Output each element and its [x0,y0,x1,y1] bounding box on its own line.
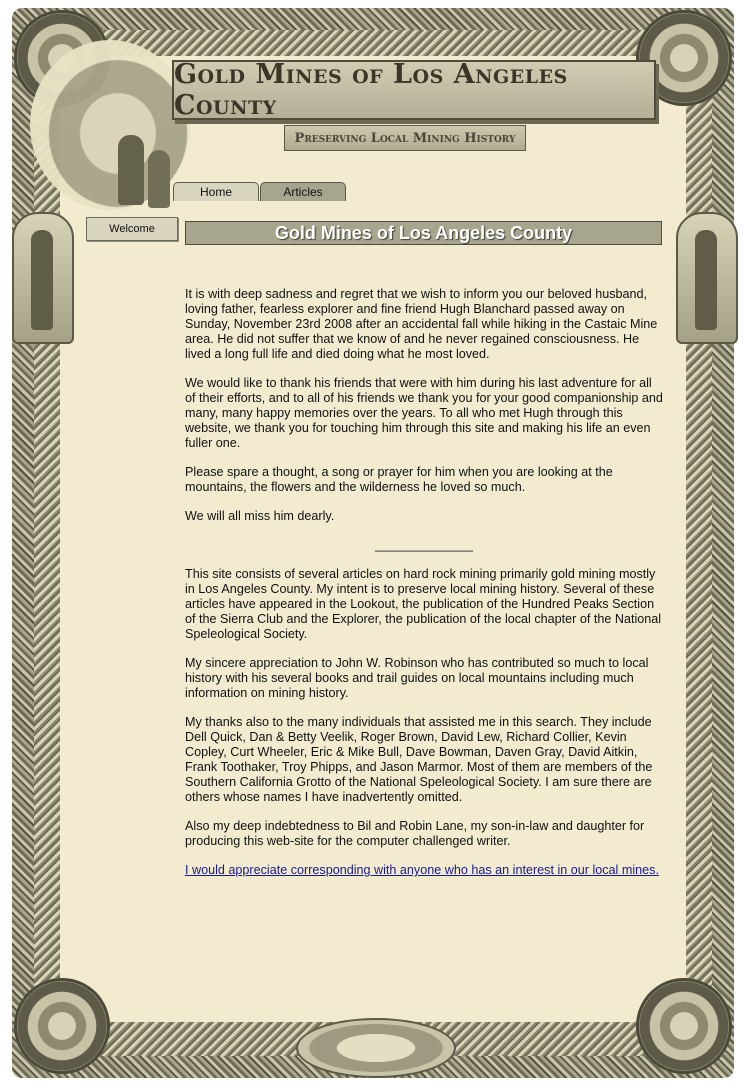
memorial-paragraph: We will all miss him dearly. [185,509,335,523]
intro-paragraph: This site consists of several articles on hard rock mining primarily gold mining mostly in Los Angeles County. My intent is to preserve local mining history. Several of these articles have appeared in the Lookout, the publication of the Hundred Peaks Section of the Sierra Club and the Explorer, the publication of the local chapter of the National Speleological Society. [185,567,662,641]
page-title: Gold Mines of Los Angeles County [274,222,573,243]
memorial-paragraph: Please spare a thought, a song or prayer for him when you are looking at the mountains, the flowers and the wilderness he loved so much. [185,465,613,494]
miner-figure-icon [148,150,170,208]
tab-home[interactable]: Home [173,182,259,201]
bottom-cartouche-ornament [296,1018,456,1078]
site-subtitle-banner [284,125,526,151]
site-subtitle: Preserving Local Mining History [294,130,516,146]
miners-vignette [30,40,190,210]
intro-paragraph: My sincere appreciation to John W. Robinson who has contributed so much to local history with his several books and trail guides on local mountains including much information on mining history. [185,656,649,700]
site-title-banner [172,60,656,120]
page-title-bar [185,221,662,245]
section-divider: ______________ [374,538,474,552]
memorial-paragraph: It is with deep sadness and regret that we wish to inform you our beloved husband, loving father, fearless explorer and fine friend Hugh Blanchard passed away on Sunday, November 23rd 2008 after an accidental fall while hiking in the Castaic Mine area. He did not suffer that we know of and he never regained consciousness. He lived a long full life and died doing what he most loved. [185,287,658,361]
miner-figure-icon [118,135,144,205]
intro-paragraph: My thanks also to the many individuals that assisted me in this search. They include Dell Quick, Dan & Betty Veelik, Roger Brown, David Lew, Richard Collier, Kevin Copley, Curt Wheeler, Eric & Mike Bull, Dave Bowman, Daven Gray, David Aitkin, Frank Toothaker, Troy Phipps, and Jason Marmor. Most of them are members of the Southern California Grotto of the National Speleological Society. I am sure there are others whose names I have inadvertently omitted. [185,715,653,804]
corner-ornament-icon [14,978,110,1074]
miner-statue-right-icon [676,212,738,344]
main-content [185,287,663,892]
site-title: Gold Mines of Los Angeles County [174,59,568,121]
miner-statue-left-icon [12,212,74,344]
intro-paragraph: Also my deep indebtedness to Bil and Robin Lane, my son-in-law and daughter for producing this web-site for the computer challenged writer. [185,819,645,848]
memorial-paragraph: We would like to thank his friends that were with him during his last adventure for all of their efforts, and to all of his friends we thank you for your good companionship and many, many happy memories over the years. To all who met Hugh through this website, we thank you for touching him through this site and making his life an even fuller one. [185,376,663,450]
sidebar-item-welcome[interactable]: Welcome [86,217,178,241]
corner-ornament-icon [636,978,732,1074]
contact-email-link[interactable]: I would appreciate corresponding with anyone who has an interest in our local mines. [185,863,659,877]
tab-articles[interactable]: Articles [260,182,346,201]
top-nav-tabs [173,182,347,201]
